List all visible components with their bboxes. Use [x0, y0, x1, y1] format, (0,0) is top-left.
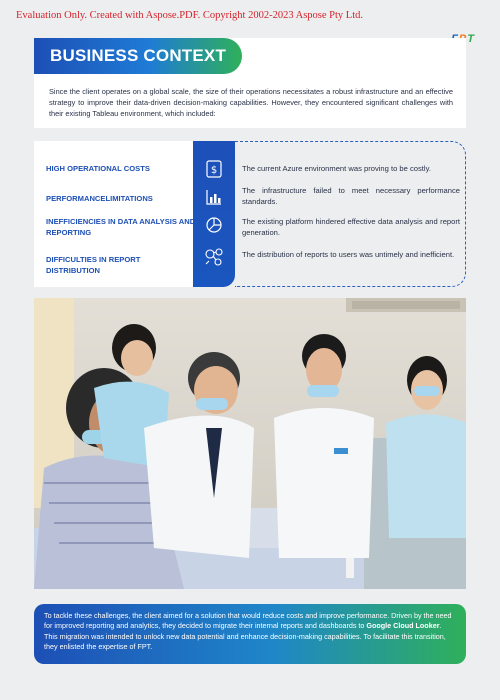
challenge-label: DIFFICULTIES IN REPORT DISTRIBUTION: [46, 255, 141, 275]
section-title: BUSINESS CONTEXT: [50, 46, 227, 65]
challenge-label: INEFFICIENCIES IN DATA ANALYSIS AND REPORTING: [46, 217, 196, 237]
dollar-icon: [202, 157, 226, 181]
pie-chart-icon: [202, 213, 226, 237]
challenge-description: The distribution of reports to users was untimely and inefficient.: [242, 250, 455, 259]
conclusion-text-part2: . This migration was intended to unlock new data potential and enhance decision-making capabilities. To facilitate this transition, they enlisted the expertise of FPT.: [44, 621, 446, 652]
section-title-pill: [34, 38, 242, 74]
hospital-ward-photo: [34, 298, 466, 589]
conclusion-highlight: Google Cloud Looker: [366, 621, 440, 631]
distribution-icon: [202, 245, 226, 269]
challenges-panel: [34, 141, 466, 287]
challenge-description: The current Azure environment was proving to be costly.: [242, 164, 431, 173]
challenge-label: HIGH OPERATIONAL COSTS: [46, 164, 150, 173]
conclusion-panel: [34, 604, 466, 664]
bar-chart-icon: [202, 185, 226, 209]
watermark: Evaluation Only. Created with Aspose.PDF. Copyright 2002-2023 Aspose Pty Ltd.: [16, 10, 364, 21]
challenge-description: The infrastructure failed to meet necessary performance standards.: [242, 186, 460, 206]
fpt-logo: T: [467, 33, 474, 45]
intro-paragraph: Since the client operates on a global scale, the size of their operations necessitates a robust infrastructure and an effective strategy to improve their data-driven decision-making capabilities. However, they encountered significant challenges with their existing Tableau environment, which included:: [49, 87, 453, 119]
challenge-label: PERFORMANCELIMITATIONS: [46, 194, 153, 203]
challenge-description: The existing platform hindered effective data analysis and report generation.: [242, 217, 460, 237]
photo-illustration: [34, 298, 466, 589]
svg-text:$: $: [210, 165, 218, 176]
conclusion-text-part1: To tackle these challenges, the client aimed for a solution that would reduce costs and improve performance. Driven by the need for improved reporting and analytics, they decided to migrate their internal reports and dashboards to: [44, 611, 452, 631]
